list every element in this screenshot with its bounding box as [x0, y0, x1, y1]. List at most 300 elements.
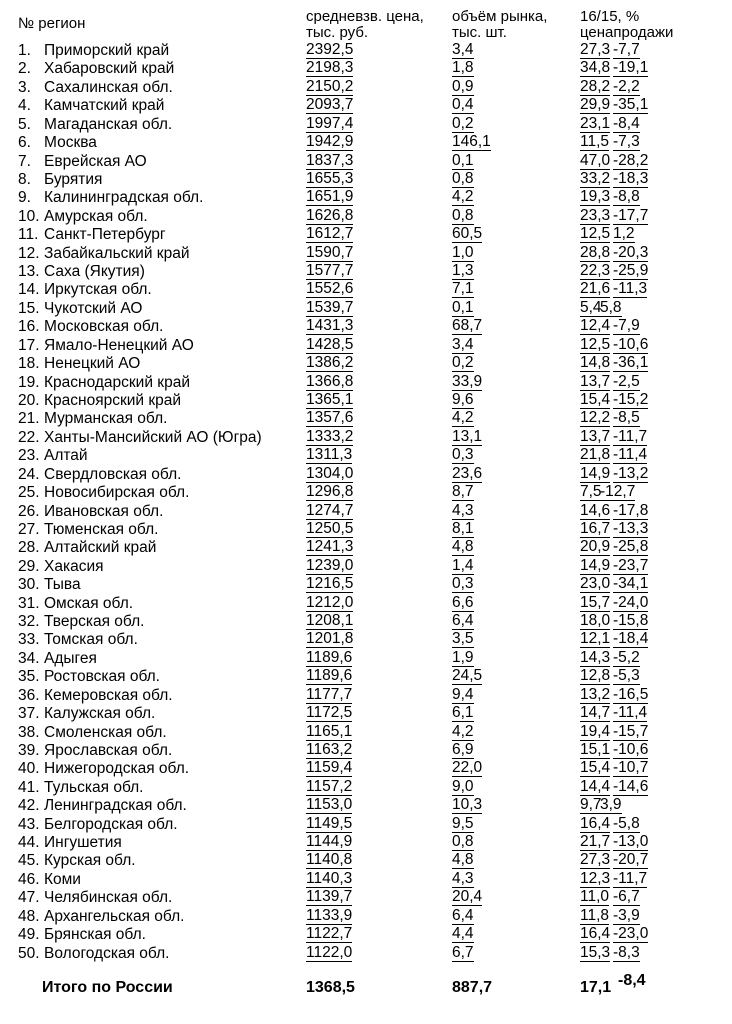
row-volume: 9,6: [452, 390, 474, 408]
table-row: [0, 410, 732, 428]
row-number: 38.: [18, 723, 40, 741]
row-region: Омская обл.: [44, 594, 134, 612]
table-row: [0, 392, 732, 410]
row-change-2: -34,1: [613, 575, 649, 593]
row-number: 3.: [18, 78, 31, 96]
row-price: 1139,7: [306, 888, 353, 906]
row-region: Забайкальский край: [44, 244, 190, 262]
table-row: [0, 97, 732, 115]
table-row: [0, 576, 732, 594]
row-number: 6.: [18, 134, 31, 152]
row-number: 10.: [18, 207, 40, 225]
row-region: Краснодарский край: [44, 373, 190, 391]
row-number: 30.: [18, 576, 40, 594]
row-region: Адыгея: [44, 649, 97, 667]
row-volume: 7,1: [452, 280, 474, 298]
row-price: 1159,4: [306, 759, 353, 777]
row-number: 24.: [18, 465, 40, 483]
row-change-2: -5,2: [613, 648, 640, 666]
row-change-2: -17,7: [613, 206, 649, 224]
row-price: 2150,2: [306, 77, 354, 95]
row-number: 15.: [18, 299, 40, 317]
row-change-1: 23,1: [580, 114, 611, 132]
row-volume: 4,2: [452, 722, 474, 740]
table-row: [0, 539, 732, 557]
total-volume: 887,7: [452, 979, 493, 996]
row-price: 1163,2: [306, 740, 353, 758]
row-change-2: -10,6: [613, 740, 649, 758]
row-change-1: 20,9: [580, 538, 611, 556]
row-volume: 20,4: [452, 888, 483, 906]
row-volume: 0,2: [452, 354, 474, 372]
row-change-1: 14,7: [580, 704, 611, 722]
row-region: Красноярский край: [44, 391, 182, 409]
row-change-1: 12,2: [580, 409, 611, 427]
row-number: 4.: [18, 97, 31, 115]
row-region: Калининградская обл.: [44, 189, 204, 207]
row-change-1: 19,4: [580, 722, 611, 740]
row-volume: 1,4: [452, 556, 474, 574]
row-change-2: -10,7: [613, 759, 649, 777]
row-region: Ростовская обл.: [44, 668, 160, 686]
row-change-2: -6,7: [613, 888, 640, 906]
row-price: 1122,0: [306, 943, 353, 961]
row-price: 1177,7: [306, 685, 353, 703]
table-row: [0, 945, 732, 963]
row-change-1: 18,0: [580, 612, 611, 630]
table-row: [0, 318, 732, 336]
row-change-1: 16,4: [580, 925, 611, 943]
row-change-2: -10,6: [613, 335, 649, 353]
table-row: [0, 631, 732, 649]
row-price: 1140,8: [306, 851, 353, 869]
row-region: Сахалинская обл.: [44, 78, 173, 96]
table-row: [0, 613, 732, 631]
row-change-1: 21,8: [580, 446, 611, 464]
table-row: [0, 447, 732, 465]
row-volume: 4,3: [452, 869, 474, 887]
row-number: 34.: [18, 649, 40, 667]
row-volume: 0,8: [452, 833, 474, 851]
row-region: Алтайский край: [44, 539, 157, 557]
row-change-1: 15,7: [580, 593, 611, 611]
table-row: [0, 60, 732, 78]
table-row: [0, 171, 732, 189]
table-row: [0, 42, 732, 60]
row-change-1: 21,6: [580, 280, 611, 298]
row-number: 5.: [18, 115, 31, 133]
row-change-1: 16,4: [580, 814, 611, 832]
row-change-1: 19,3: [580, 188, 611, 206]
row-volume: 24,5: [452, 667, 483, 685]
row-volume: 4,2: [452, 188, 474, 206]
row-change-1: 11,8: [580, 906, 610, 924]
total-change-2: -8,4: [618, 972, 646, 989]
row-volume: 1,8: [452, 59, 474, 77]
row-change-2: -5,8: [613, 814, 640, 832]
row-number: 29.: [18, 557, 40, 575]
row-number: 7.: [18, 152, 31, 170]
table-row: [0, 355, 732, 373]
table-row: [0, 263, 732, 281]
row-volume: 10,3: [452, 796, 483, 814]
row-price: 1133,9: [306, 906, 353, 924]
row-volume: 1,3: [452, 262, 474, 280]
row-volume: 6,4: [452, 612, 474, 630]
row-number: 41.: [18, 778, 40, 796]
header-volume-line1: объём рынка,: [452, 8, 548, 25]
row-region: Тыва: [44, 576, 81, 594]
row-change-2: -25,9: [613, 262, 649, 280]
row-change-2: -28,2: [613, 151, 649, 169]
row-region: Ивановская обл.: [44, 502, 164, 520]
row-price: 1590,7: [306, 243, 354, 261]
row-price: 1428,5: [306, 335, 354, 353]
row-volume: 60,5: [452, 225, 483, 243]
row-volume: 3,5: [452, 630, 474, 648]
row-region: Еврейская АО: [44, 152, 147, 170]
row-number: 14.: [18, 281, 40, 299]
row-region: Москва: [44, 134, 97, 152]
row-volume: 0,8: [452, 206, 474, 224]
row-change-2: -8,4: [613, 114, 640, 132]
row-number: 48.: [18, 907, 40, 925]
table-row: [0, 779, 732, 797]
row-number: 27.: [18, 520, 40, 538]
table-row: [0, 926, 732, 944]
row-number: 19.: [18, 373, 40, 391]
row-price: 1357,6: [306, 409, 354, 427]
row-number: 42.: [18, 797, 40, 815]
row-change-2: -7,3: [613, 133, 640, 151]
header-number-region: № регион: [18, 15, 86, 32]
row-change-2: -11,7: [613, 869, 648, 887]
table-row: [0, 337, 732, 355]
row-region: Тюменская обл.: [44, 520, 159, 538]
table-row: [0, 281, 732, 299]
row-number: 18.: [18, 355, 40, 373]
row-change-1: 15,4: [580, 390, 611, 408]
row-price: 1626,8: [306, 206, 354, 224]
row-number: 36.: [18, 686, 40, 704]
row-region: Вологодская обл.: [44, 944, 170, 962]
row-price: 1201,8: [306, 630, 354, 648]
row-change-2: -16,5: [613, 685, 649, 703]
row-price: 1366,8: [306, 372, 354, 390]
row-change-2: -11,3: [613, 280, 648, 298]
row-number: 47.: [18, 889, 40, 907]
row-change-2: -2,2: [613, 77, 640, 95]
row-change-1: 34,8: [580, 59, 611, 77]
row-change-2: -12,7: [600, 483, 636, 501]
row-price: 1122,7: [306, 925, 353, 943]
row-volume: 1,0: [452, 243, 474, 261]
row-number: 45.: [18, 852, 40, 870]
row-price: 1157,2: [306, 777, 353, 795]
row-region: Хакасия: [44, 557, 104, 575]
row-region: Камчатский край: [44, 97, 165, 115]
header-change-line2: ценапродажи: [580, 24, 674, 41]
row-price: 1612,7: [306, 225, 354, 243]
row-price: 1165,1: [306, 722, 353, 740]
row-volume: 0,8: [452, 169, 474, 187]
row-volume: 9,5: [452, 814, 474, 832]
row-price: 1241,3: [306, 538, 354, 556]
row-price: 1153,0: [306, 796, 353, 814]
row-price: 1577,7: [306, 262, 354, 280]
row-change-1: 14,9: [580, 556, 611, 574]
total-change-1: 17,1: [580, 979, 612, 996]
row-region: Иркутская обл.: [44, 281, 152, 299]
row-region: Челябинская обл.: [44, 889, 173, 907]
row-change-2: -11,4: [613, 446, 648, 464]
total-label: Итого по России: [42, 979, 173, 996]
row-change-2: -25,8: [613, 538, 649, 556]
row-region: Амурская обл.: [44, 207, 148, 225]
row-region: Коми: [44, 870, 81, 888]
row-price: 1837,3: [306, 151, 354, 169]
row-price: 1140,3: [306, 869, 353, 887]
table-row: [0, 484, 732, 502]
row-number: 50.: [18, 944, 40, 962]
row-change-2: -13,3: [613, 519, 649, 537]
row-volume: 0,2: [452, 114, 474, 132]
row-change-2: -35,1: [613, 96, 649, 114]
row-region: Курская обл.: [44, 852, 136, 870]
row-change-2: -15,8: [613, 612, 649, 630]
row-change-2: -18,4: [613, 630, 649, 648]
row-price: 1189,6: [306, 648, 353, 666]
row-change-1: 14,8: [580, 354, 611, 372]
table-row: [0, 245, 732, 263]
row-change-1: 22,3: [580, 262, 611, 280]
table-row: [0, 760, 732, 778]
table-row: [0, 797, 732, 815]
row-region: Ямало-Ненецкий АО: [44, 336, 194, 354]
row-volume: 0,3: [452, 575, 474, 593]
row-volume: 0,4: [452, 96, 474, 114]
row-volume: 0,1: [452, 298, 474, 316]
row-price: 1311,3: [306, 446, 353, 464]
row-change-2: -24,0: [613, 593, 649, 611]
row-price: 1431,3: [306, 317, 354, 335]
row-change-2: -14,6: [613, 777, 649, 795]
row-region: Ярославская обл.: [44, 741, 173, 759]
row-volume: 9,0: [452, 777, 474, 795]
row-number: 12.: [18, 244, 40, 262]
table-row: [0, 687, 732, 705]
row-volume: 4,8: [452, 538, 474, 556]
row-volume: 8,1: [452, 519, 474, 537]
row-region: Саха (Якутия): [44, 263, 145, 281]
row-price: 1239,0: [306, 556, 354, 574]
table-row: [0, 724, 732, 742]
row-region: Магаданская обл.: [44, 115, 173, 133]
table-row: [0, 466, 732, 484]
row-price: 1212,0: [306, 593, 354, 611]
row-price: 2392,5: [306, 41, 354, 58]
row-volume: 6,6: [452, 593, 474, 611]
header-volume-line2: тыс. шт.: [452, 24, 507, 41]
table-row: [0, 226, 732, 244]
row-change-1: 33,2: [580, 169, 611, 187]
row-region: Ленинградская обл.: [44, 797, 187, 815]
row-number: 33.: [18, 631, 40, 649]
table-row: [0, 852, 732, 870]
row-number: 2.: [18, 60, 31, 78]
table-row: [0, 79, 732, 97]
row-region: Тверская обл.: [44, 613, 145, 631]
row-change-1: 28,8: [580, 243, 611, 261]
row-number: 20.: [18, 391, 40, 409]
row-change-2: -13,0: [613, 833, 649, 851]
row-price: 1386,2: [306, 354, 354, 372]
row-region: Алтай: [44, 447, 88, 465]
row-number: 35.: [18, 668, 40, 686]
row-volume: 6,7: [452, 943, 474, 961]
row-change-1: 9,7: [580, 796, 602, 814]
row-volume: 4,4: [452, 925, 474, 943]
row-change-2: -17,8: [613, 501, 649, 519]
row-volume: 23,6: [452, 464, 483, 482]
table-row: [0, 429, 732, 447]
row-number: 22.: [18, 428, 40, 446]
row-price: 1942,9: [306, 133, 354, 151]
row-region: Санкт-Петербург: [44, 226, 166, 244]
row-region: Нижегородская обл.: [44, 760, 190, 778]
row-number: 44.: [18, 834, 40, 852]
row-volume: 6,1: [452, 704, 474, 722]
row-change-2: -11,7: [613, 427, 648, 445]
row-region: Ингушетия: [44, 834, 122, 852]
row-change-2: -5,3: [613, 667, 640, 685]
row-change-2: -2,5: [613, 372, 640, 390]
table-row: [0, 116, 732, 134]
header-price-line2: тыс. руб.: [306, 24, 369, 41]
row-number: 17.: [18, 336, 40, 354]
row-volume: 6,4: [452, 906, 474, 924]
row-change-1: 12,1: [580, 630, 611, 648]
row-price: 1149,5: [306, 814, 353, 832]
row-price: 1365,1: [306, 390, 354, 408]
row-price: 1144,9: [306, 833, 353, 851]
row-region: Бурятия: [44, 170, 103, 188]
table-row: [0, 208, 732, 226]
table-row: [0, 558, 732, 576]
table-row: [0, 503, 732, 521]
row-region: Хабаровский край: [44, 60, 175, 78]
row-price: 1552,6: [306, 280, 354, 298]
table-row: [0, 134, 732, 152]
row-region: Чукотский АО: [44, 299, 143, 317]
row-change-2: -15,2: [613, 390, 649, 408]
row-change-2: 3,9: [600, 796, 622, 814]
row-change-1: 15,1: [580, 740, 611, 758]
row-change-1: 13,7: [580, 427, 611, 445]
row-price: 1189,6: [306, 667, 353, 685]
row-price: 2198,3: [306, 59, 354, 77]
row-change-2: -3,9: [613, 906, 640, 924]
row-change-1: 12,4: [580, 317, 611, 335]
row-change-1: 14,9: [580, 464, 611, 482]
row-region: Мурманская обл.: [44, 410, 168, 428]
row-change-2: 5,8: [600, 298, 622, 316]
row-change-1: 13,7: [580, 372, 611, 390]
row-price: 1274,7: [306, 501, 354, 519]
row-change-1: 15,4: [580, 759, 611, 777]
row-price: 1304,0: [306, 464, 354, 482]
row-change-1: 29,9: [580, 96, 611, 114]
row-price: 1250,5: [306, 519, 354, 537]
row-volume: 1,9: [452, 648, 474, 666]
row-volume: 0,3: [452, 446, 474, 464]
row-volume: 13,1: [452, 427, 483, 445]
row-price: 2093,7: [306, 96, 354, 114]
table-row: [0, 153, 732, 171]
row-number: 26.: [18, 502, 40, 520]
row-change-1: 15,3: [580, 943, 611, 961]
row-volume: 68,7: [452, 317, 483, 335]
row-region: Московская обл.: [44, 318, 164, 336]
row-price: 1172,5: [306, 704, 353, 722]
total-price: 1368,5: [306, 979, 355, 996]
row-change-1: 13,2: [580, 685, 611, 703]
row-number: 43.: [18, 815, 40, 833]
table-row: [0, 705, 732, 723]
row-change-1: 16,7: [580, 519, 611, 537]
row-change-1: 12,5: [580, 225, 611, 243]
row-price: 1655,3: [306, 169, 354, 187]
row-price: 1216,5: [306, 575, 354, 593]
table-row: [0, 374, 732, 392]
row-region: Новосибирская обл.: [44, 484, 190, 502]
table-row: [0, 595, 732, 613]
row-number: 1.: [18, 42, 31, 59]
row-change-2: -36,1: [613, 354, 649, 372]
row-change-1: 47,0: [580, 151, 611, 169]
row-volume: 8,7: [452, 483, 474, 501]
row-region: Белгородская обл.: [44, 815, 178, 833]
row-region: Ханты-Мансийский АО (Югра): [44, 428, 262, 446]
row-volume: 3,4: [452, 41, 474, 58]
row-volume: 4,8: [452, 851, 474, 869]
row-number: 8.: [18, 170, 31, 188]
table-row: [0, 889, 732, 907]
row-region: Архангельская обл.: [44, 907, 185, 925]
row-number: 23.: [18, 447, 40, 465]
row-price: 1539,7: [306, 298, 354, 316]
row-region: Томская обл.: [44, 631, 138, 649]
row-change-1: 21,7: [580, 833, 611, 851]
row-number: 21.: [18, 410, 40, 428]
row-change-1: 5,4: [580, 298, 602, 316]
row-change-1: 14,3: [580, 648, 611, 666]
row-change-2: -8,5: [613, 409, 640, 427]
row-number: 11.: [18, 226, 39, 244]
row-price: 1997,4: [306, 114, 354, 132]
row-volume: 22,0: [452, 759, 483, 777]
table-row: [0, 834, 732, 852]
row-price: 1208,1: [306, 612, 354, 630]
row-change-1: 11,5: [580, 133, 610, 151]
row-change-1: 12,5: [580, 335, 611, 353]
row-change-1: 11,0: [580, 888, 610, 906]
row-volume: 4,3: [452, 501, 474, 519]
table-row: [0, 300, 732, 318]
table-row: [0, 521, 732, 539]
row-change-1: 28,2: [580, 77, 611, 95]
row-number: 16.: [18, 318, 40, 336]
